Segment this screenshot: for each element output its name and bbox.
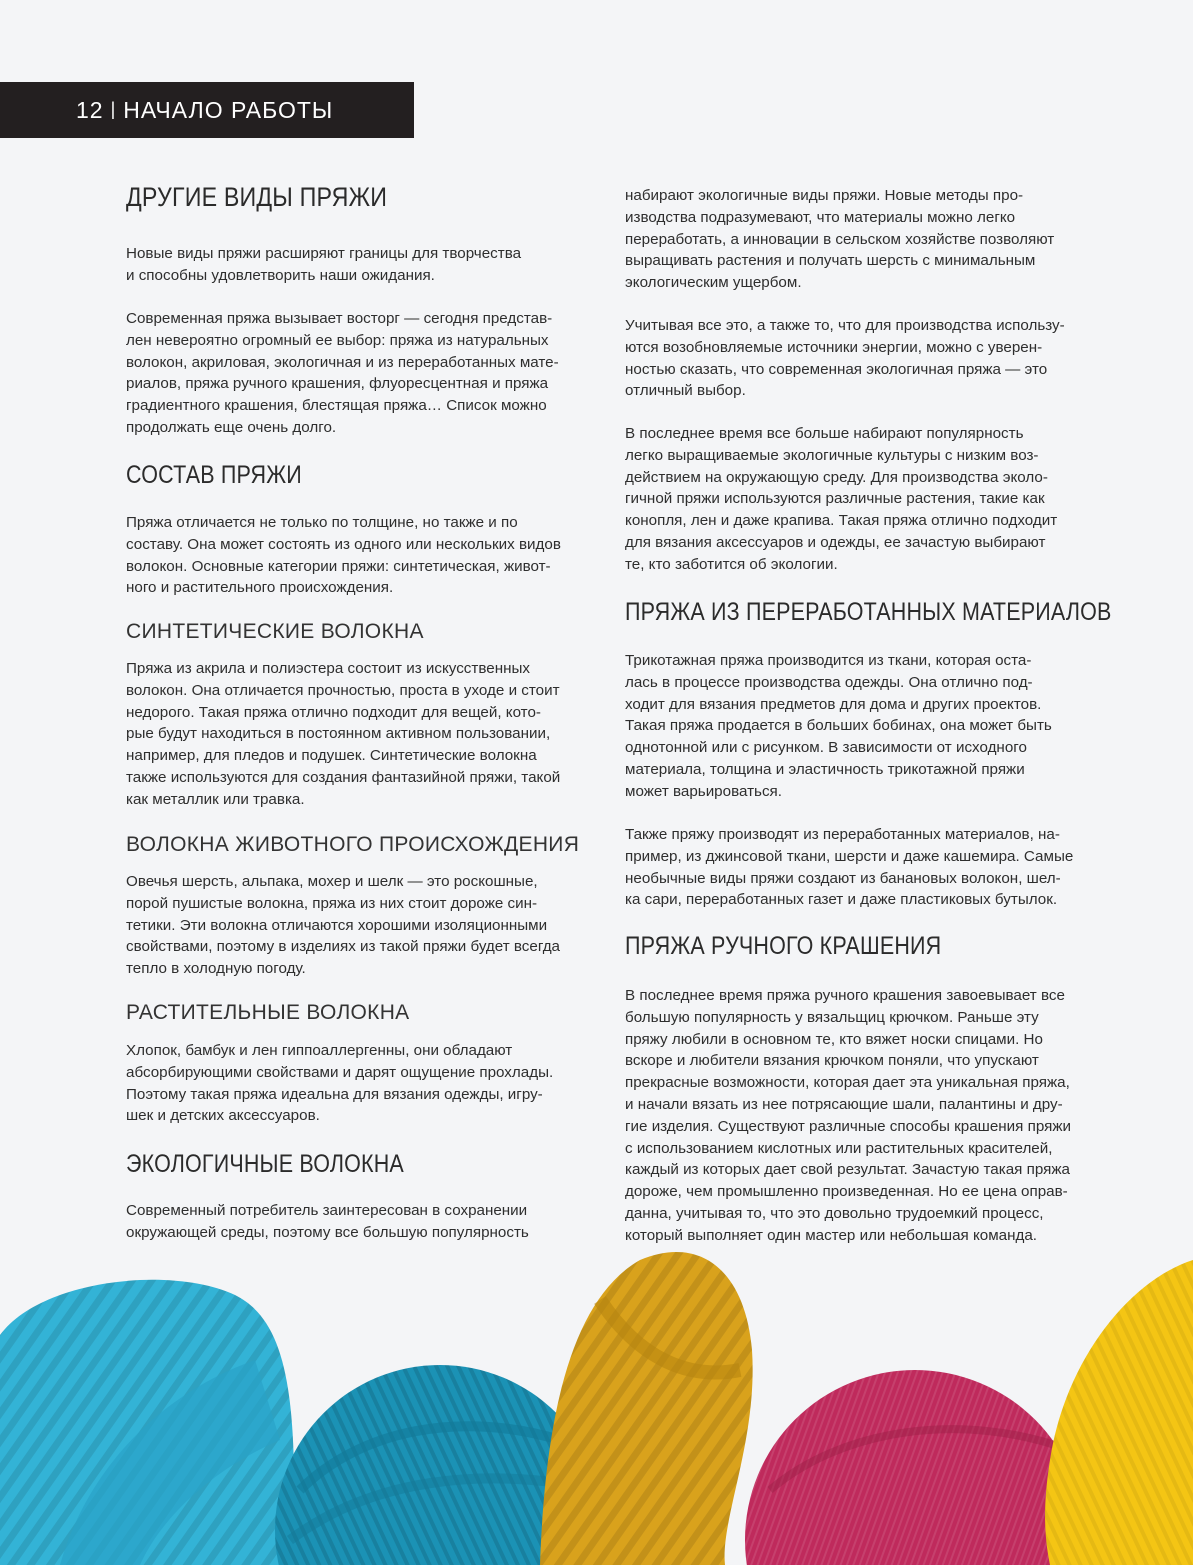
mustard-skein: [540, 1252, 753, 1565]
intro-paragraph-2: Современная пряжа вызывает восторг — сегодня представ- лен невероятно огромный ее выбор: пряжа из натуральных волокон, акриловая, экологичная и из переработанных мате- риалов, пряжа ручного крашения, флуоресцентная и пряжа градиентного крашения, блестящая пряжа… Список можно продолжать еще очень долго.: [126, 310, 559, 436]
page-number: 12: [76, 96, 104, 123]
magenta-ball: [745, 1370, 1085, 1565]
synthetic-heading: СИНТЕТИЧЕСКИЕ ВОЛОКНА: [126, 620, 424, 643]
yellow-ball: [1045, 1260, 1193, 1565]
composition-paragraph: Пряжа отличается не только по толщине, но также и по составу. Она может состоять из одного или нескольких видов волокон. Основные категории пряжи: синтетическая, живот- ного и растительного происхождения.: [126, 514, 561, 597]
eco-paragraph-3: В последнее время все больше набирают популярность легко выращиваемые экологичные культуры с низким воз- действием на окружающую среду. Для производства эколо- гичной пряжи используются различные растения, такие как конопля, лен и даже крапива. Такая пряжа отлично подходит для вязания аксессуаров и одежды, ее зачастую выбирают те, кто заботится об экологии.: [625, 425, 1058, 573]
plant-paragraph: Хлопок, бамбук и лен гиппоаллергенны, они обладают абсорбирующими свойствами и дарят ощущение прохлады. Поэтому такая пряжа идеальна для вязания одежды, игру- шек и детских аксессуаров.: [126, 1042, 554, 1125]
recycled-paragraph-2: Также пряжу производят из переработанных материалов, на- пример, из джинсовой ткани, шерсти и даже кашемира. Самые необычные виды пряжи создают из банановых волокон, шел- ка сари, переработанных газет и даже пластиковых бутылок.: [625, 826, 1074, 909]
running-header: [0, 82, 414, 138]
yarn-photo: [0, 1240, 1193, 1565]
animal-heading: ВОЛОКНА ЖИВОТНОГО ПРОИСХОЖДЕНИЯ: [126, 833, 580, 856]
handdyed-paragraph: В последнее время пряжа ручного крашения завоевывает все большую популярность у вязальщиц крючком. Раньше эту пряжу любили в основном те, кто вяжет носки спицами. Но вскоре и любители вязания крючком поняли, что упускают прекрасные возможности, которая дает эта уникальная пряжа, и начали вязать из нее потрясающие шали, палантины и дру- гие изделия. Существуют различные способы крашения пряжи с использованием кислотных или растительных красителей, каждый из которых дает свой результат. Зачастую такая пряжа дороже, чем промышленно произведенная. Но ее цена оправ- данна, учитывая то, что это довольно трудоемкий процесс, который выполняет один мастер или небольшая команда.: [625, 987, 1071, 1244]
intro-paragraph-1: Новые виды пряжи расширяют границы для творчества и способны удовлетворить наши ожидания.: [126, 245, 522, 284]
handdyed-heading: ПРЯЖА РУЧНОГО КРАШЕНИЯ: [625, 932, 942, 960]
eco-paragraph-2: Учитывая все это, а также то, что для производства использу- ются возобновляемые источники энергии, можно с уверен- ностью сказать, что современная экологичная пряжа — это отличный выбор.: [625, 317, 1065, 400]
eco-continued-paragraph: набирают экологичные виды пряжи. Новые методы про- изводства подразумевают, что материалы можно легко переработать, а инновации в сельском хозяйстве позволяют выращивать растения и получать шерсть с минимальным экологическим ущербом.: [625, 187, 1055, 292]
header-separator: |: [110, 98, 117, 119]
recycled-paragraph-1: Трикотажная пряжа производится из ткани, которая оста- лась в процессе производства одежды. Она отлично под- ходит для вязания предметов для дома и других проектов. Такая пряжа продается в больших бобинах, она может быть однотонной или с рисунком. В зависимости от исходного материала, толщина и эластичность трикотажной пряжи может варьироваться.: [625, 652, 1052, 800]
plant-heading: РАСТИТЕЛЬНЫЕ ВОЛОКНА: [126, 1001, 410, 1024]
synthetic-paragraph: Пряжа из акрила и полиэстера состоит из искусственных волокон. Она отличается прочностью, проста в уходе и стоит недорого. Такая пряжа отлично подходит для вещей, кото- рые будут находиться в постоянном активном пользовании, например, для пледов и подушек. Синтетические волокна также используются для создания фантазийной пряжи, такой как металлик или травка.: [126, 660, 561, 808]
composition-heading: СОСТАВ ПРЯЖИ: [126, 461, 302, 489]
light-blue-skein: [0, 1280, 294, 1565]
section-title: НАЧАЛО РАБОТЫ: [123, 96, 334, 123]
eco-heading: ЭКОЛОГИЧНЫЕ ВОЛОКНА: [126, 1150, 404, 1178]
eco-paragraph: Современный потребитель заинтересован в сохранении окружающей среды, поэтому все большую популярность: [126, 1202, 529, 1241]
recycled-heading: ПРЯЖА ИЗ ПЕРЕРАБОТАННЫХ МАТЕРИАЛОВ: [625, 598, 1112, 626]
page-title: ДРУГИЕ ВИДЫ ПРЯЖИ: [126, 182, 388, 212]
animal-paragraph: Овечья шерсть, альпака, мохер и шелк — это роскошные, порой пушистые волокна, пряжа из них стоит дороже син- тетики. Эти волокна отличаются хорошими изоляционными свойствами, поэтому в изделиях из такой пряжи будет всегда тепло в холодную погоду.: [126, 873, 560, 978]
